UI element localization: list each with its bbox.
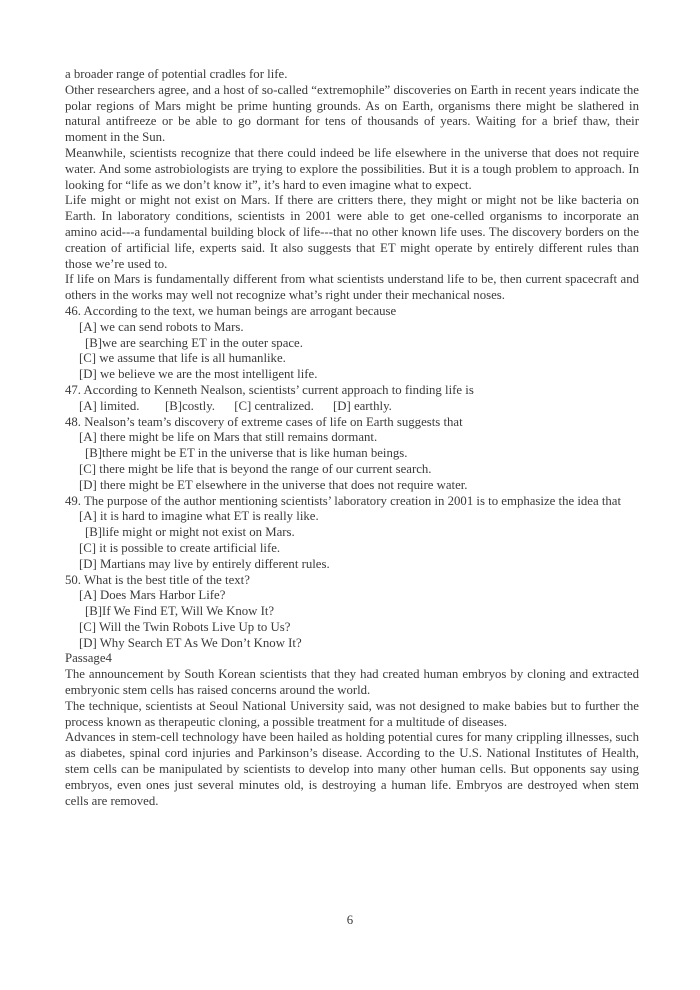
option-line: [C] there might be life that is beyond the range of our current search. xyxy=(79,461,432,476)
option-line: [A] it is hard to imagine what ET is really like. xyxy=(79,509,319,524)
page-number: 6 xyxy=(346,913,354,927)
option-line: [A] Does Mars Harbor Life? xyxy=(79,588,226,603)
question-line: 46. According to the text, we human beings are arrogant because xyxy=(65,303,397,318)
question-line: 49. The purpose of the author mentioning scientists’ laboratory creation in 2001 is to emphasize the idea that xyxy=(65,493,622,508)
option-line: [D] Why Search ET As We Don’t Know It? xyxy=(79,635,302,650)
paragraph: Other researchers agree, and a host of so-called “extremophile” discoveries on Earth in recent years indicate the polar regions of Mars might be prime hunting grounds. As on Earth, organisms there might be slathered in natural antifreeze or be able to go dormant for tens of thousands of years. Waiting for a brief thaw, their moment in the Sun. xyxy=(65,82,639,145)
option-line: [C] we assume that life is all humanlike. xyxy=(79,351,286,366)
option-line: [B]we are searching ET in the outer space. xyxy=(85,335,303,350)
question-line: 47. According to Kenneth Nealson, scientists’ current approach to finding life is xyxy=(65,382,474,397)
option-line: [A] there might be life on Mars that still remains dormant. xyxy=(79,430,378,445)
paragraph: If life on Mars is fundamentally different from what scientists understand life to be, then current spacecraft and others in the works may well not recognize what’s right under their mechanical noses. xyxy=(65,272,639,303)
option-line: [B]If We Find ET, Will We Know It? xyxy=(85,604,275,619)
paragraph: Life might or might not exist on Mars. If there are critters there, they might or might not be like bacteria on Earth. In laboratory conditions, scientists in 2001 were able to get one-celled organisms to incorporate an amino acid---a fundamental building block of life---that no other known life uses. The discovery borders on the creation of artificial life, experts said. It also suggests that ET might operate by entirely different rules than those we’re used to. xyxy=(65,193,639,271)
option-row: [A] limited. [B]costly. [C] centralized. [D] earthly. xyxy=(79,398,392,413)
paragraph: a broader range of potential cradles for life. xyxy=(65,67,288,81)
option-line: [C] Will the Twin Robots Live Up to Us? xyxy=(79,619,291,634)
option-line: [D] there might be ET elsewhere in the universe that does not require water. xyxy=(79,477,468,492)
option-line: [C] it is possible to create artificial life. xyxy=(79,540,281,555)
document-content xyxy=(65,67,639,809)
question-line: 48. Nealson’s team’s discovery of extreme cases of life on Earth suggests that xyxy=(65,414,463,429)
option-line: [A] we can send robots to Mars. xyxy=(79,319,244,334)
option-line: [B]life might or might not exist on Mars. xyxy=(85,525,295,540)
question-line: 50. What is the best title of the text? xyxy=(65,572,250,587)
paragraph: Advances in stem-cell technology have been hailed as holding potential cures for many crippling illnesses, such as diabetes, spinal cord injuries and Parkinson’s disease. According to the U.S. National Institutes of Health, stem cells can be manipulated by scientists to develop into many other human cells. But opponents say using embryos, even ones just several minutes old, is destroying a human life. Embryos are destroyed when stem cells are removed. xyxy=(65,730,639,808)
paragraph: Meanwhile, scientists recognize that there could indeed be life elsewhere in the universe that does not require water. And some astrobiologists are trying to explore the possibilities. But it is a tough problem to approach. In looking for “life as we don’t know it”, it’s hard to even imagine what to expect. xyxy=(65,145,639,192)
paragraph: The technique, scientists at Seoul National University said, was not designed to make babies but to further the process known as therapeutic cloning, a possible treatment for a multitude of diseases. xyxy=(65,698,639,729)
paragraph: The announcement by South Korean scientists that they had created human embryos by cloning and extracted embryonic stem cells has raised concerns around the world. xyxy=(65,667,639,698)
option-line: [D] we believe we are the most intelligent life. xyxy=(79,367,318,382)
option-line: [D] Martians may live by entirely different rules. xyxy=(79,556,330,571)
passage-label: Passage4 xyxy=(65,651,112,666)
option-line: [B]there might be ET in the universe that is like human beings. xyxy=(85,446,408,461)
